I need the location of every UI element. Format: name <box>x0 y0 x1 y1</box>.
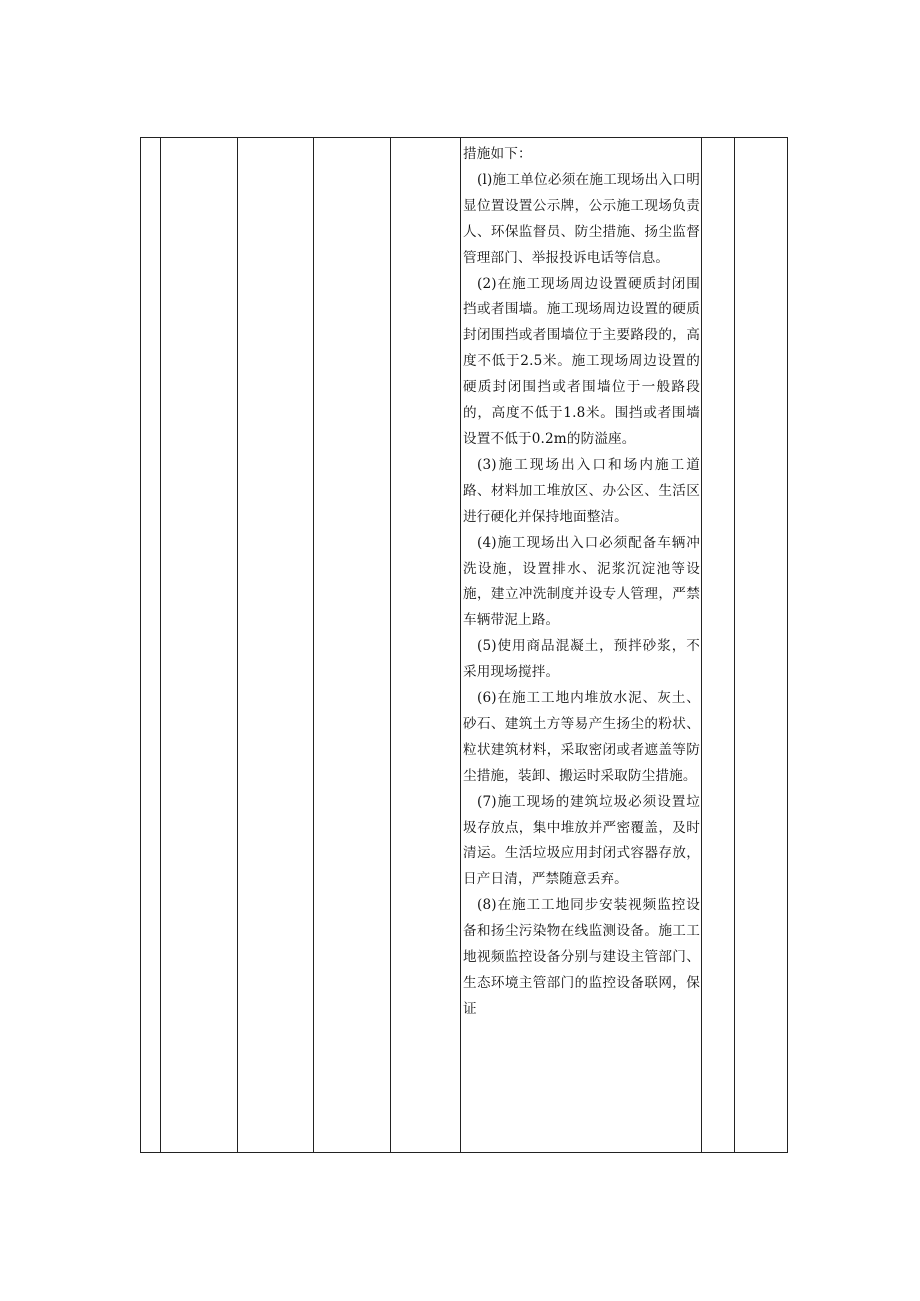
table-cell-1 <box>141 138 161 1153</box>
table-cell-4 <box>314 138 391 1153</box>
measure-item-2: (2)在施工现场周边设置硬质封闭围挡或者围墙。施工现场周边设置的硬质封闭围挡或者围墙位于主要路段的，高度不低于2.5米。施工现场周边设置的硬质封闭围挡或者围墙位于一般路段的，高度不低于1.8米。围挡或者围墙设置不低于0.2m的防溢座。 <box>463 275 700 447</box>
table-cell-5 <box>391 138 461 1153</box>
table-cell-2 <box>161 138 238 1153</box>
table-cell-8 <box>735 138 788 1153</box>
measure-item-6: (6)在施工工地内堆放水泥、灰土、砂石、建筑土方等易产生扬尘的粉状、粒状建筑材料，采取密闭或者遮盖等防尘措施，装卸、搬运时采取防尘措施。 <box>463 690 700 784</box>
measure-item-7: (7)施工现场的建筑垃圾必须设置垃圾存放点，集中堆放并严密覆盖，及时清运。生活垃圾应用封闭式容器存放，日产日清，严禁随意丢弃。 <box>463 793 700 888</box>
measure-item-1: (l)施工单位必须在施工现场出入口明显位置设置公示牌，公示施工现场负责人、环保监督员、防尘措施、扬尘监督管理部门、举报投诉电话等信息。 <box>463 171 700 266</box>
document-table <box>140 137 788 1153</box>
measure-item-5: (5)使用商品混凝土，预拌砂浆，不采用现场搅拌。 <box>463 638 700 681</box>
measure-item-3: (3)施工现场出入口和场内施工道路、材料加工堆放区、办公区、生活区进行硬化并保持地面整洁。 <box>463 456 700 525</box>
measures-intro: 措施如下： <box>463 146 532 162</box>
table-cell-3 <box>238 138 314 1153</box>
measures-text-cell <box>461 138 702 1153</box>
measure-item-4: (4)施工现场出入口必须配备车辆冲洗设施，设置排水、泥浆沉淀池等设施，建立冲洗制度并设专人管理，严禁车辆带泥上路。 <box>463 534 700 629</box>
table-cell-7 <box>702 138 735 1153</box>
table-row <box>141 138 788 1153</box>
measure-item-8: (8)在施工工地同步安装视频监控设备和扬尘污染物在线监测设备。施工工地视频监控设备分别与建设主管部门、生态环境主管部门的监控设备联网，保证 <box>463 897 700 1017</box>
